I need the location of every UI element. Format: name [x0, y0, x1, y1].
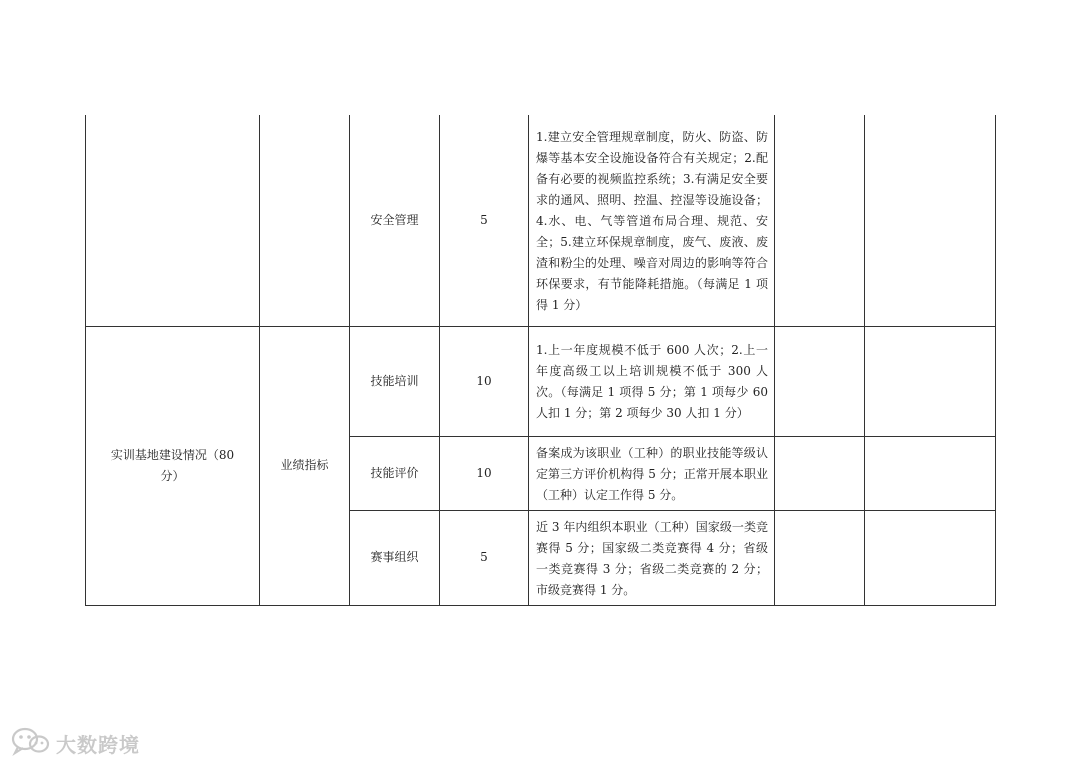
score-cell: 5 — [440, 510, 529, 605]
score-cell: 10 — [440, 436, 529, 510]
empty-cell — [775, 115, 865, 326]
empty-cell — [865, 326, 996, 436]
item-cell: 赛事组织 — [350, 510, 440, 605]
empty-cell — [865, 115, 996, 326]
criteria-cell: 备案成为该职业（工种）的职业技能等级认定第三方评价机构得 5 分；正常开展本职业（工种）认定工作得 5 分。 — [529, 436, 775, 510]
criteria-cell: 近 3 年内组织本职业（工种）国家级一类竞赛得 5 分；国家级二类竞赛得 4 分；省级一类竞赛得 3 分；省级二类竞赛的 2 分；市级竞赛得 1 分。 — [529, 510, 775, 605]
empty-cell — [865, 436, 996, 510]
item-cell: 安全管理 — [350, 115, 440, 326]
score-cell: 5 — [440, 115, 529, 326]
evaluation-table — [85, 115, 996, 606]
item-cell: 技能培训 — [350, 326, 440, 436]
category-cell — [86, 115, 260, 326]
empty-cell — [775, 436, 865, 510]
indicator-cell — [260, 115, 350, 326]
empty-cell — [775, 510, 865, 605]
empty-cell — [775, 326, 865, 436]
wechat-logo-icon — [10, 726, 50, 760]
item-cell: 技能评价 — [350, 436, 440, 510]
indicator-cell: 业绩指标 — [260, 326, 350, 605]
category-cell: 实训基地建设情况（80 分） — [86, 326, 260, 605]
watermark-text: 大数跨境 — [56, 732, 140, 757]
watermark — [10, 726, 140, 760]
criteria-cell: 1.上一年度规模不低于 600 人次；2.上一年度高级工以上培训规模不低于 300 人次。（每满足 1 项得 5 分；第 1 项每少 60 人扣 1 分；第 2 项每少 30 人扣 1 分） — [529, 326, 775, 436]
table-row — [86, 326, 996, 436]
criteria-cell: 1.建立安全管理规章制度，防火、防盗、防爆等基本安全设施设备符合有关规定；2.配备有必要的视频监控系统；3.有满足安全要求的通风、照明、控温、控湿等设施设备；4.水、电、气等管道布局合理、规范、安全；5.建立环保规章制度，废气、废液、废渣和粉尘的处理、噪音对周边的影响等符合环保要求，有节能降耗措施。（每满足 1 项得 1 分） — [529, 115, 775, 326]
empty-cell — [865, 510, 996, 605]
table-row — [86, 115, 996, 326]
score-cell: 10 — [440, 326, 529, 436]
